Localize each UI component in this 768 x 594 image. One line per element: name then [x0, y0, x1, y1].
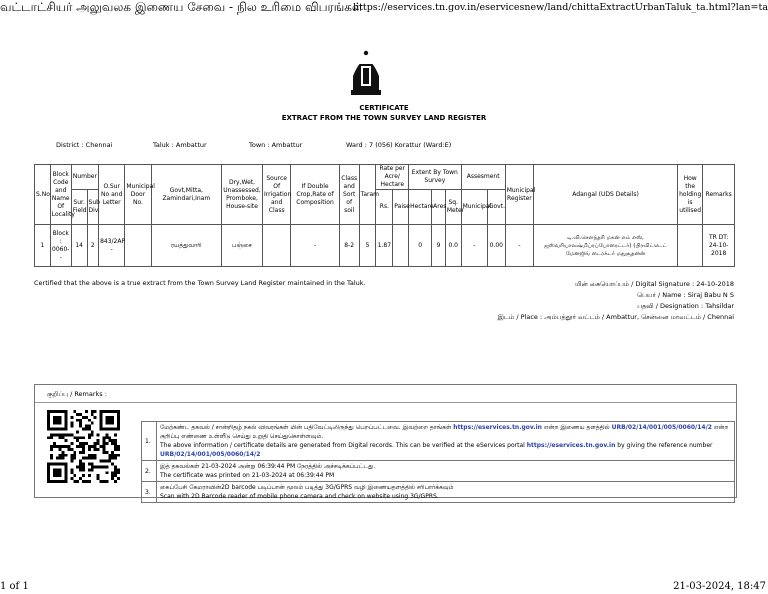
cell-double: - [291, 225, 339, 267]
cell-osur: 843/2AP - [99, 225, 125, 267]
note-text: மேற்கண்ட தகவல் / சான்றிதழ் நகல் விவரங்கள் மின் பதிவேட்டிலிருந்து பெறப்பட்டவை. இவற்றை தாங்கள் https://eservices.tn.gov.in என்ற இணைய தளத்தில் URB/02/14/001/005/0060/14/2 என்ற குறிப்பு எண்ணை உள்ளீடு செய்து உறுதி செய்துகொள்ளவும். The above information / certificate details are generated from Digital records. This can be verified at the eServices portal https://eservices.tn.gov.in by giving the reference number URB/02/14/001/005/0060/14/2 [157, 422, 735, 461]
signer-designation: பதவி / Designation : Tahsildar [637, 302, 734, 310]
col-source: Source Of Irrigation and Class [263, 165, 291, 225]
col-mreg: Municipal Register [505, 165, 533, 225]
col-adangal: Adangal (UDS Details) [534, 165, 678, 225]
col-sqm: Sq. Meter [445, 190, 461, 225]
cell-holding [678, 225, 703, 267]
table-row [35, 225, 735, 267]
taluk: Taluk : Ambattur [153, 141, 207, 149]
col-sub: Sub Div. [87, 190, 99, 225]
district: District : Chennai [56, 141, 113, 149]
cell-block: Block : 0060-- [50, 225, 71, 267]
col-osur: O.Sur No and Letter [99, 165, 125, 225]
col-govt2: Govt. [487, 190, 505, 225]
note-row [142, 482, 735, 503]
cell-rs: 1.87 [376, 225, 393, 267]
eservices-link[interactable]: https://eservices.tn.gov.in [526, 442, 616, 449]
land-register-table [34, 164, 735, 267]
note-text: இத் தகவல்கள் 21-03-2024 அன்று 06:39:44 PM நேரத்தில் அச்சடிக்கப்பட்டது. The certificate was printed on 21-03-2024 at 06:39:44 PM [157, 461, 735, 482]
note-text: கைப்பேசி கேமராவின்2D barcode படிப்பான் மூலம் படித்து 3G/GPRS வழி இணையதளத்தில் சரிபார்க்கவும் Scan with 2D Barcode reader of mobile phone camera and check on website using 3G/GPRS. [157, 482, 735, 503]
col-extent: Extent By Town Survey [409, 165, 462, 190]
print-timestamp: 21-03-2024, 18:47 [673, 581, 766, 592]
col-hectare: Hectare [409, 190, 432, 225]
col-number: Number [71, 165, 98, 190]
cell-class: 8-2 [339, 225, 359, 267]
cell-adangal: டி.வி.சௌந்தரி மகன் எம் எஸ், ஜஸ்வரியாலஷ்மிப்ரப்போரைட்டர்) (பிரவிட்டெட் மேனஜிங் டைரக்டர் மதுசூதனன் [534, 225, 678, 267]
tn-emblem-icon [349, 46, 383, 98]
cell-mreg: - [505, 225, 533, 267]
eservices-link[interactable]: https://eservices.tn.gov.in [453, 424, 542, 431]
col-remarks: Remarks [703, 165, 735, 225]
signature-date: மின் கையொப்பம் / Digital Signature : 24-10-2018 [575, 280, 734, 288]
cell-dry: பஞ்சை [222, 225, 263, 267]
certified-statement: Certified that the above is a true extract from the Town Survey Land Register maintained in the Taluk. [34, 279, 366, 287]
signature-block [498, 279, 734, 323]
note-number: 3. [142, 482, 157, 503]
certificate-heading [0, 103, 768, 123]
cell-sur: 14 [71, 225, 87, 267]
remarks-section [34, 384, 737, 498]
note-number: 2. [142, 461, 157, 482]
cell-municipal: - [461, 225, 487, 267]
page-url[interactable]: https://eservices.tn.gov.in/eservicesnew/land/chittaExtractUrbanTaluk_ta.html?lan=ta [352, 2, 768, 13]
signer-place: இடம் / Place : அம்பத்தூர் வட்டம் / Ambattur, சென்னை மாவட்டம் / Chennai [497, 313, 734, 321]
col-dry: Dry,Wet, Unassessed, Promboke, House-site [222, 165, 263, 225]
cell-govt2: 0.00 [487, 225, 505, 267]
cell-hectare: 0 [409, 225, 432, 267]
col-double: If Double Crop,Rate of Composition [291, 165, 339, 225]
col-rate: Rate per Acre/ Hectare [376, 165, 409, 190]
cell-sqm: 0.0 [445, 225, 461, 267]
cell-door [125, 225, 151, 267]
col-block: Block Code and Name Of Locality [50, 165, 71, 225]
cell-sno: 1 [35, 225, 51, 267]
cell-ares: 9 [432, 225, 446, 267]
note-row [142, 422, 735, 461]
col-ares: Ares [432, 190, 446, 225]
signer-name: பெயர் / Name : Siraj Babu N S [637, 291, 734, 299]
reference-number: URB/02/14/001/005/0060/14/2 [611, 424, 712, 431]
certificate-subtitle: EXTRACT FROM THE TOWN SURVEY LAND REGISTER [281, 114, 487, 122]
certificate-title: CERTIFICATE [359, 104, 409, 112]
qr-code-icon [47, 410, 120, 483]
page-count: 1 of 1 [0, 581, 29, 592]
note-row [142, 461, 735, 482]
cell-remarks: TR DT: 24-10-2018 [703, 225, 735, 267]
col-rs: Rs. [376, 190, 393, 225]
notes-table [141, 421, 735, 503]
cell-paise [393, 225, 409, 267]
note-number: 1. [142, 422, 157, 461]
col-govt: Govt,Mitta, Zamindari,Inam [151, 165, 221, 225]
col-sur: Sur. Field [71, 190, 87, 225]
reference-number: URB/02/14/001/005/0060/14/2 [160, 451, 261, 458]
ward: Ward : 7 (056) Korattur (Ward:E) [346, 141, 452, 149]
town: Town : Ambattur [249, 141, 303, 149]
col-assesment: Assesment [461, 165, 505, 190]
col-municipal: Municipal [461, 190, 487, 225]
page-title: வட்டாட்சியர் அலுவலக இணைய சேவை - நில உரிமை விபரங்கள் [0, 0, 363, 14]
col-paise: Paise [393, 190, 409, 225]
cell-taram: 5 [359, 225, 376, 267]
cell-source [263, 225, 291, 267]
col-class: Class and Sort of soil [339, 165, 359, 225]
col-holding: How the holding is utilised [678, 165, 703, 225]
col-taram: Taram [359, 165, 376, 225]
cell-sub: 2 [87, 225, 99, 267]
col-door: Municipal Door No. [125, 165, 151, 225]
remarks-label: குறிப்பு / Remarks : [35, 385, 736, 403]
cell-govt: ரயத்துவாரி [151, 225, 221, 267]
col-sno: S.No [35, 165, 51, 225]
